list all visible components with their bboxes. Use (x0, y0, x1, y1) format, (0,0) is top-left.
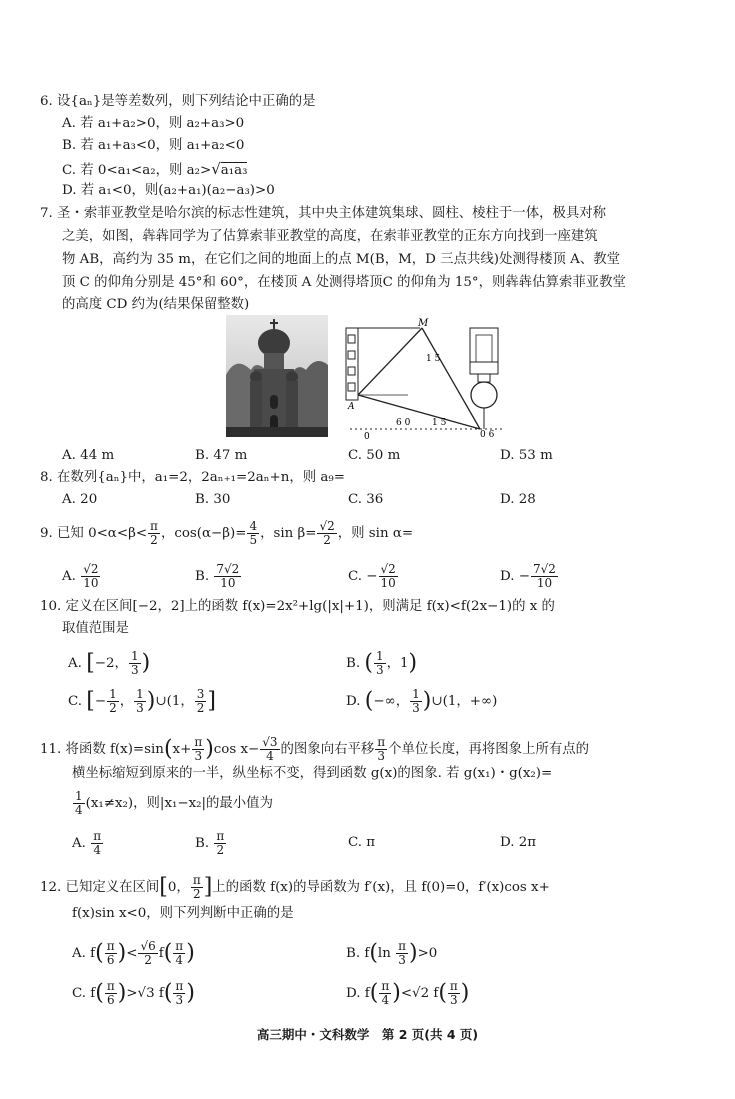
q8-option-b: B. 30 (195, 492, 231, 507)
q11-option-c: C. π (348, 835, 376, 850)
geometry-diagram (340, 315, 510, 445)
q12-option-a: A. f( $\frac{\pi}{6}$ )< $\frac{√6}{2}$ f( $\frac{\pi}{4}$ ) (72, 939, 195, 967)
q11-option-a: A. $\frac{\pi}{4}$ (72, 829, 102, 857)
q9-option-d: D. − $\frac{7√2}{10}$ (500, 562, 556, 590)
q9-option-b: B. $\frac{7√2}{10}$ (195, 562, 240, 590)
label-0: 0 (364, 432, 370, 442)
q7-line-5: 的高度 CD 约为(结果保留整数) (62, 297, 250, 312)
q11-option-b: B. $\frac{\pi}{2}$ (195, 829, 225, 857)
q6-option-b: B. 若 a₁+a₃<0，则 a₁+a₂<0 (62, 138, 245, 153)
label-15-top: 1 5 (426, 354, 441, 364)
label-m: M (418, 318, 429, 329)
q7-line-3: 物 AB，高约为 35 m，在它们之间的地面上的点 M(B，M，D 三点共线)处测得楼顶 A、教堂 (62, 252, 621, 267)
q8-option-c: C. 36 (348, 492, 384, 507)
q10-option-a: A. [−2， $\frac{1}{3}$ ) (68, 649, 151, 677)
q10-line-2: 取值范围是 (62, 621, 129, 636)
q10-option-d: D. (−∞， $\frac{1}{3}$ )∪(1，+∞) (346, 687, 498, 715)
label-15-bottom: 1 5 (432, 418, 447, 428)
q9-option-a: A. $\frac{√2}{10}$ (62, 562, 99, 590)
q7-line-1: 7. 圣・索菲亚教堂是哈尔滨的标志性建筑，其中央主体建筑集球、圆柱、棱柱于一体，极具对称 (40, 206, 607, 221)
q6-stem: 6. 设{aₙ}是等差数列，则下列结论中正确的是 (40, 94, 316, 109)
label-06: 0 6 (480, 430, 495, 440)
label-60: 6 0 (396, 418, 411, 428)
q9-stem: 9. 已知 0<α<β< $\frac{\pi}{2}$ ，cos(α−β)= $\frac{4}{5}$ ，sin β= $\frac{√2}{2}$ ，则 sin α= (40, 519, 414, 547)
q11-line-1: 11. 将函数 f(x)=sin(x+ $\frac{\pi}{3}$ )cos x− $\frac{√3}{4}$ 的图象向右平移 $\frac{\pi}{3}$ 个单位长度，再将图象上所有点的 (40, 735, 590, 763)
q7-line-2: 之美，如图，犇犇同学为了估算索菲亚教堂的高度，在索菲亚教堂的正东方向找到一座建筑 (62, 229, 598, 244)
q11-line-3: $\frac{1}{4}$ (x₁≠x₂)，则|x₁−x₂|的最小值为 (75, 789, 273, 817)
q8-stem: 8. 在数列{aₙ}中，a₁=2，2aₙ₊₁=2aₙ+n，则 a₉= (40, 470, 345, 485)
q7-option-c: C. 50 m (348, 448, 401, 463)
q8-option-d: D. 28 (500, 492, 536, 507)
page-footer: 高三期中・文科数学 第 2 页(共 4 页) (256, 1027, 479, 1042)
q7-option-d: D. 53 m (500, 448, 553, 463)
label-a: A (348, 402, 355, 412)
q12-option-d: D. f( $\frac{\pi}{4}$ )<√2 f( $\frac{\pi}{3}$ ) (346, 979, 470, 1007)
q6-option-d: D. 若 a₁<0，则(a₂+a₁)(a₂−a₃)>0 (62, 183, 275, 198)
q7-option-a: A. 44 m (62, 448, 115, 463)
q11-option-d: D. 2π (500, 835, 537, 850)
q12-line-2: f(x)sin x<0，则下列判断中正确的是 (72, 906, 294, 921)
q6-option-c: C. 若 0<a₁<a₂，则 a₂>√a₁a₃ (62, 160, 248, 178)
q10-option-c: C. [− $\frac{1}{2}$ ， $\frac{1}{3}$ )∪(1， $\frac{3}{2}$ ] (68, 687, 216, 715)
q10-line-1: 10. 定义在区间[−2，2]上的函数 f(x)=2x²+lg(|x|+1)，则满足 f(x)<f(2x−1)的 x 的 (40, 599, 555, 614)
q12-line-1: 12. 已知定义在区间[0， $\frac{\pi}{2}$ ]上的函数 f(x)的导函数为 f′(x)，且 f(0)=0，f′(x)cos x+ (40, 873, 550, 901)
q6-option-a: A. 若 a₁+a₂>0，则 a₂+a₃>0 (62, 116, 245, 131)
q7-option-b: B. 47 m (195, 448, 248, 463)
cathedral-outline (470, 328, 498, 362)
q11-line-2: 横坐标缩短到原来的一半，纵坐标不变，得到函数 g(x)的图象. 若 g(x₁)・g(x₂)= (72, 766, 553, 781)
q8-option-a: A. 20 (62, 492, 98, 507)
q7-line-4: 顶 C 的仰角分别是 45°和 60°，在楼顶 A 处测得塔顶C 的仰角为 15°，则犇犇估算索菲亚教堂 (62, 275, 626, 290)
cathedral-photo (226, 315, 328, 437)
q12-option-c: C. f( $\frac{\pi}{6}$ )>√3 f( $\frac{\pi}{3}$ ) (72, 979, 195, 1007)
q12-option-b: B. f(ln $\frac{\pi}{3}$ )>0 (346, 939, 438, 967)
q10-option-b: B. ( $\frac{1}{3}$ ，1) (346, 649, 418, 677)
q9-option-c: C. − $\frac{√2}{10}$ (348, 562, 396, 590)
